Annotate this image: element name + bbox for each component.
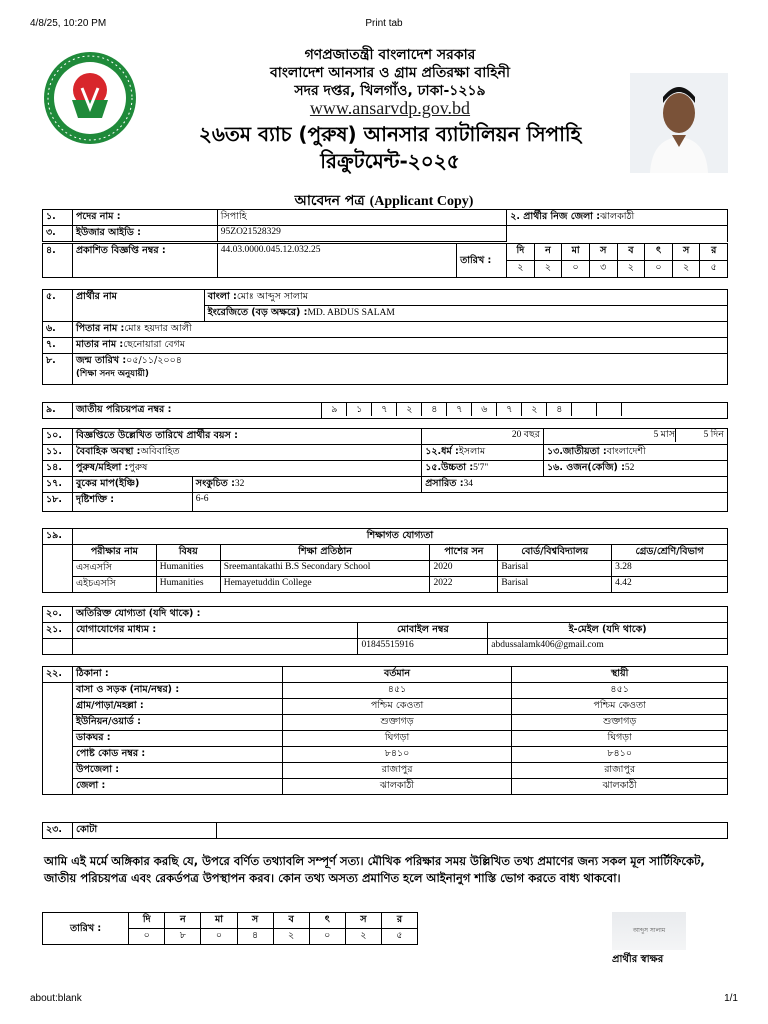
print-title: Print tab [365,18,403,29]
edu-header: বিষয় [156,545,220,561]
age-label: বিজ্ঞপ্তিতে উল্লেখিত তারিখে প্রার্থীর বয়স : [72,429,421,445]
submission-date-table: তারিখ : দি ন মা স ব ৎ স র ০ ৮ ০ ৪ ২ ০ ২ ৫ [42,912,418,945]
row-no: ১০. [43,429,73,445]
quota-table [42,822,728,839]
table-row: গ্রাম/পাড়া/মহল্লা : পশ্চিম কেওতা পশ্চিম কেওতা [43,699,728,715]
email-header: ই-মেইল (যদি থাকে) [488,623,728,639]
edu-header: শিক্ষা প্রতিষ্ঠান [220,545,430,561]
chest-label: বুকের মাপ(ইঞ্চি) [72,477,192,493]
date-values: ২ ২ ০ ৩ ২ ০ ২ ৫ [507,261,727,277]
name-en: ইংরেজিতে (বড় অক্ষরে) :MD. ABDUS SALAM [204,306,727,322]
address-label: ঠিকানা : [72,667,282,683]
org-name: বাংলাদেশ আনসার ও গ্রাম প্রতিরক্ষা বাহিনী [270,65,510,81]
page-url: about:blank [30,993,82,1004]
nid-table [42,402,728,419]
ansar-vdp-logo [42,50,138,146]
mobile-header: মোবাইল নম্বর [358,623,488,639]
row-no: ৯. [43,403,73,419]
personal-table [42,289,728,385]
table-row: ইউনিয়ন/ওয়ার্ড : শুক্তাগড় শুক্তাগড় [43,715,728,731]
row-no: ১১. [43,445,73,461]
notice-no-value: 44.03.0000.045.12.032.25 [217,244,456,278]
extra-qualification-label: অতিরিক্ত যোগ্যতা (যদি থাকে) : [72,607,727,623]
name-label: প্রার্থীর নাম [72,290,204,322]
table-row: ডাকঘর : ঘিগড়া ঘিগড়া [43,731,728,747]
table-row: জেলা : ঝালকাঠী ঝালকাঠী [43,779,728,795]
signature-image: আব্দুস সালাম [612,912,686,950]
table-row: এসএসসি Humanities Sreemantakathi B.S Secondary School 2020 Barisal 3.28 [43,561,728,577]
post-value: সিপাহি [217,210,506,226]
mobile-value: 01845515916 [358,639,488,655]
notice-table [42,243,728,278]
home-district: ২. প্রার্থীর নিজ জেলা :ঝালকাঠী [507,210,728,226]
recruitment-title: ২৬তম ব্যাচ (পুরুষ) আনসার ব্যাটালিয়ন সিপাহি [198,122,582,146]
row-no: ৩. [43,226,73,242]
edu-header: পাশের সন [430,545,498,561]
user-id-label: ইউজার আইডি : [72,226,217,242]
recruitment-year: রিক্রুটমেন্ট-২০২৫ [320,149,460,173]
contact-label: যোগাযোগের মাধ্যম : [72,623,357,639]
gov-name: গণপ্রজাতন্ত্রী বাংলাদেশ সরকার [304,47,476,63]
row-no: ১. [43,210,73,226]
education-title: শিক্ষাগত যোগ্যতা [72,529,727,545]
weight: ১৬. ওজন(কেজি) :52 [543,461,727,477]
religion: ১২.ধর্ম :ইসলাম [422,445,544,461]
row-no: ৭. [43,338,73,354]
website-link[interactable]: www.ansarvdp.gov.bd [309,98,471,118]
org-address: সদর দপ্তর, খিলগাঁও, ঢাকা-১২১৯ [294,83,486,99]
age-md: 5 মাস 5 দিন [543,429,727,445]
edu-header: গ্রেড/শ্রেণি/বিভাগ [612,545,728,561]
table-row: উপজেলা : রাজাপুর রাজাপুর [43,763,728,779]
permanent-header: স্থায়ী [512,667,728,683]
row-no: ৬. [43,322,73,338]
date-label: তারিখ : [457,244,507,278]
mother-name: মাতার নাম :ছেনোয়ারা বেগম [72,338,727,354]
contact-table [42,606,728,655]
chest-contracted: সংকুচিত :32 [192,477,421,493]
user-id-value: 95ZO21528329 [217,226,506,242]
basic-info-table [42,209,728,242]
table-row: বাসা ও সড়ক (নাম/নম্বর) : ৪৫১ ৪৫১ [43,683,728,699]
form-title-bn: আবেদন পত্র [294,193,365,209]
quota-label: কোটা [72,823,216,839]
date-heads: দি ন মা স ব ৎ স র [507,244,727,261]
table-row: এইচএসসি Humanities Hemayetuddin College 2022 Barisal 4.42 [43,577,728,593]
applicant-photo [630,73,728,173]
row-no: ১৮. [43,493,73,512]
gender: পুরুষ/মহিলা :পুরুষ [72,461,421,477]
row-no: ৪. [43,244,73,278]
row-no: ২১. [43,623,73,639]
row-no: ১৭. [43,477,73,493]
edu-header: বোর্ড/বিশ্ববিদ্যালয় [498,545,612,561]
eyesight-label: দৃষ্টিশক্তি : [72,493,192,512]
row-no: ১৯. [43,529,73,545]
height: ১৫.উচ্চতা :5'7" [422,461,544,477]
chest-expanded: প্রসারিত :34 [422,477,728,493]
row-no: ২৩. [43,823,73,839]
marital-status: বৈবাহিক অবস্থা :অবিবাহিত [72,445,421,461]
dob: জন্ম তারিখ :০৫/১১/২০০৪ (শিক্ষা সনদ অনুযায়ী) [72,354,727,385]
post-label: পদের নাম : [72,210,217,226]
nationality: ১৩.জাতীয়তা :বাংলাদেশী [543,445,727,461]
eyesight-value: 6-6 [192,493,727,512]
nid-label: জাতীয় পরিচয়পত্র নম্বর : [72,403,321,419]
signature-label: প্রার্থীর স্বাক্ষর [612,954,664,965]
details-table [42,428,728,512]
row-no: ৮. [43,354,73,385]
row-no: ১৪. [43,461,73,477]
notice-no-label: প্রকাশিত বিজ্ঞপ্তি নম্বর : [72,244,217,278]
submit-date-label: তারিখ : [43,913,129,945]
table-row: পোষ্ট কোড নম্বর : ৮৪১০ ৮৪১০ [43,747,728,763]
edu-header: পরীক্ষার নাম [72,545,156,561]
declaration-text: আমি এই মর্মে অঙ্গিকার করছি যে, উপরে বর্ণিত তথ্যাবলি সম্পূর্ণ সত্য। মৌখিক পরিক্ষার সময় উল্লিখিত তথ্য প্রমাণের জন্য সকল মূল সার্টিফিকেট, জাতীয় পরিচয়পত্র এবং রেকর্ডপত্র উপস্থাপন করব। কোন তথ্য অসত্য প্রমাণিত হলে আইনানুগ শাস্তি ভোগ করতে বাধ্য থাকবো। [44,854,705,885]
age-years: 20 বছর [422,429,544,445]
print-datetime: 4/8/25, 10:20 PM [30,18,107,29]
email-value: abdussalamk406@gmail.com [488,639,728,655]
row-no: ২২. [43,667,73,683]
row-no: ৫. [43,290,73,322]
present-header: বর্তমান [282,667,512,683]
education-table [42,528,728,593]
father-name: পিতার নাম :মোঃ হয়দার আলী [72,322,727,338]
nid-digits: ৯ ১ ৭ ২ ৪ ৭ ৬ ৭ ২ ৪ [322,403,727,416]
page-number: 1/1 [724,993,738,1004]
name-bn: বাংলা :মোঃ আব্দুস সালাম [204,290,727,306]
row-no: ২০. [43,607,73,623]
address-table [42,666,728,795]
form-title-en: (Applicant Copy) [369,194,474,209]
